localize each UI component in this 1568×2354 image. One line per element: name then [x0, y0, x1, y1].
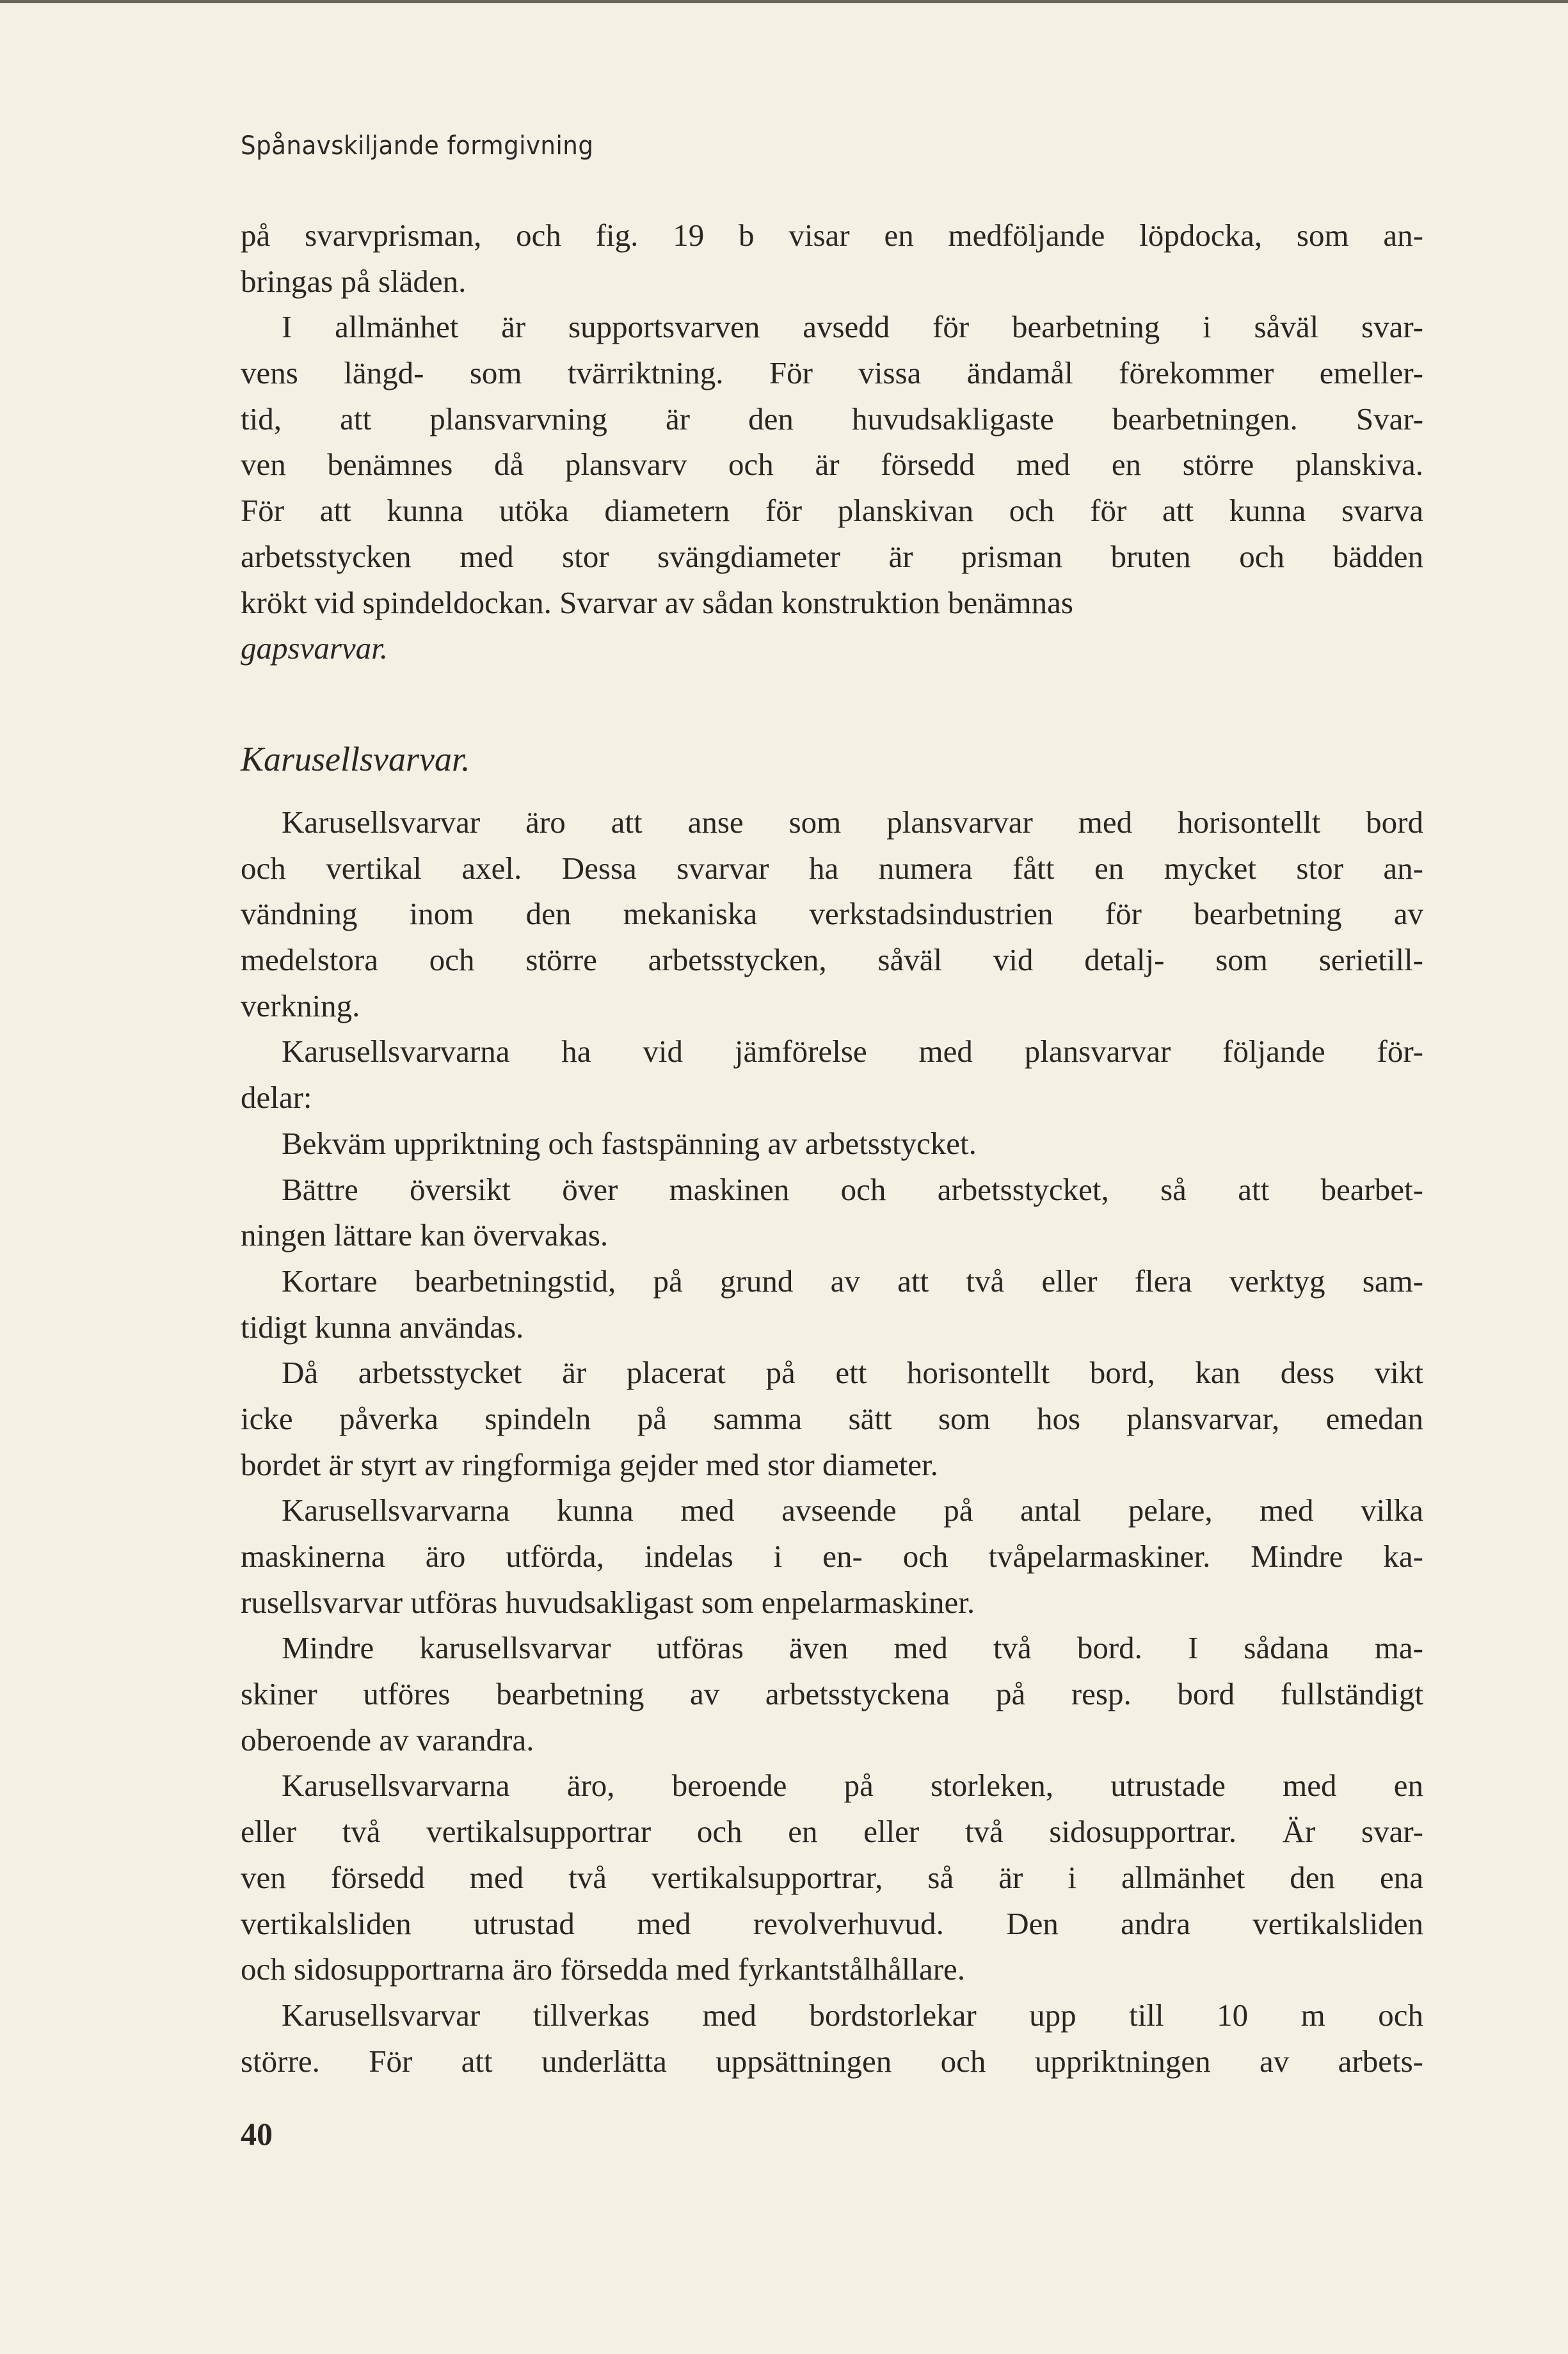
- text-line: Bekväm uppriktning och fastspänning av arbetsstycket.: [282, 1125, 977, 1161]
- text-line: Karusellsvarvar äro att anse som plansvarvar med horisontellt bord: [282, 805, 1423, 840]
- text-line: icke påverka spindeln på samma sätt som hos plansvarvar, emedan: [241, 1400, 1423, 1436]
- text-line: skiner utföres bearbetning av arbetsstyckena på resp. bord fullständigt: [241, 1676, 1423, 1712]
- text-line: ven benämnes då plansvarv och är försedd med en större planskiva.: [241, 447, 1423, 483]
- paragraph: [241, 1625, 1423, 1763]
- paragraph: [241, 625, 1423, 671]
- text-line: medelstora och större arbetsstycken, såväl vid detalj- som serietill-: [241, 942, 1423, 978]
- paragraph: [241, 1763, 1423, 1992]
- paragraph: [241, 1121, 1423, 1167]
- text-line: tidigt kunna användas.: [241, 1309, 524, 1345]
- text-line: vändning inom den mekaniska verkstadsindustrien för bearbetning av: [241, 896, 1423, 932]
- text-line: och sidosupportrarna äro försedda med fyrkantstålhållare.: [241, 1951, 966, 1987]
- page-number: 40: [241, 2116, 273, 2152]
- paragraph: [241, 799, 1423, 1029]
- paragraph: [241, 1258, 1423, 1350]
- paragraph: [241, 1167, 1423, 1258]
- text-line: vertikalsliden utrustad med revolverhuvud. Den andra vertikalsliden: [241, 1905, 1423, 1941]
- text-line: gapsvarvar.: [241, 630, 388, 666]
- text-line: maskinerna äro utförda, indelas i en- och tvåpelarmaskiner. Mindre ka-: [241, 1539, 1423, 1574]
- text-line: Kortare bearbetningstid, på grund av att två eller flera verktyg sam-: [282, 1263, 1423, 1299]
- paragraph: [241, 1350, 1423, 1487]
- section-body-1: [241, 212, 1423, 671]
- text-line: Bättre översikt över maskinen och arbetsstycket, så att bearbet-: [282, 1171, 1423, 1207]
- section-body-2: [241, 799, 1423, 2084]
- text-line: verkning.: [241, 988, 360, 1023]
- paragraph: [241, 1992, 1423, 2084]
- text-line: ven försedd med två vertikalsupportrar, så är i allmänhet den ena: [241, 1859, 1423, 1895]
- text-line: Då arbetsstycket är placerat på ett horisontellt bord, kan dess vikt: [282, 1355, 1423, 1391]
- text-line: ningen lättare kan övervakas.: [241, 1217, 609, 1253]
- paragraph: [241, 1029, 1423, 1120]
- text-line: rusellsvarvar utföras huvudsakligast som enpelarmaskiner.: [241, 1584, 975, 1620]
- text-line: eller två vertikalsupportrar och en eller två sidosupportrar. Är svar-: [241, 1814, 1423, 1850]
- text-line: krökt vid spindeldockan. Svarvar av sådan konstruktion benämnas: [241, 584, 1073, 620]
- scan-top-edge: [0, 0, 1568, 3]
- text-line: och vertikal axel. Dessa svarvar ha numera fått en mycket stor an-: [241, 850, 1423, 886]
- text-line: arbetsstycken med stor svängdiameter är prisman bruten och bädden: [241, 538, 1423, 574]
- text-line: bordet är styrt av ringformiga gejder med stor diameter.: [241, 1446, 938, 1482]
- text-line: större. För att underlätta uppsättningen och uppriktningen av arbets-: [241, 2043, 1423, 2079]
- text-line: Karusellsvarvarna kunna med avseende på antal pelare, med vilka: [282, 1493, 1423, 1528]
- text-line: bringas på släden.: [241, 263, 467, 299]
- paragraph: [241, 212, 1423, 304]
- text-line: vens längd- som tvärriktning. För vissa ändamål förekommer emeller-: [241, 355, 1423, 391]
- section-heading: Karusellsvarvar.: [241, 740, 470, 778]
- text-line: Karusellsvarvar tillverkas med bordstorlekar upp till 10 m och: [282, 1997, 1423, 2033]
- text-line: Karusellsvarvarna ha vid jämförelse med plansvarvar följande för-: [282, 1034, 1423, 1069]
- text-line: Mindre karusellsvarvar utföras även med två bord. I sådana ma-: [282, 1630, 1423, 1666]
- text-line: delar:: [241, 1080, 312, 1116]
- text-line: på svarvprisman, och fig. 19 b visar en medföljande löpdocka, som an-: [241, 218, 1423, 253]
- text-line: För att kunna utöka diametern för planskivan och för att kunna svarva: [241, 493, 1423, 529]
- text-line: Karusellsvarvarna äro, beroende på storleken, utrustade med en: [282, 1768, 1423, 1804]
- paragraph: [241, 304, 1423, 625]
- text-line: I allmänhet är supportsvarven avsedd för bearbetning i såväl svar-: [282, 309, 1423, 345]
- paragraph: [241, 1487, 1423, 1625]
- text-line: tid, att plansvarvning är den huvudsakligaste bearbetningen. Svar-: [241, 401, 1423, 436]
- running-head: Spånavskiljande formgivning: [241, 131, 594, 161]
- text-line: oberoende av varandra.: [241, 1722, 534, 1757]
